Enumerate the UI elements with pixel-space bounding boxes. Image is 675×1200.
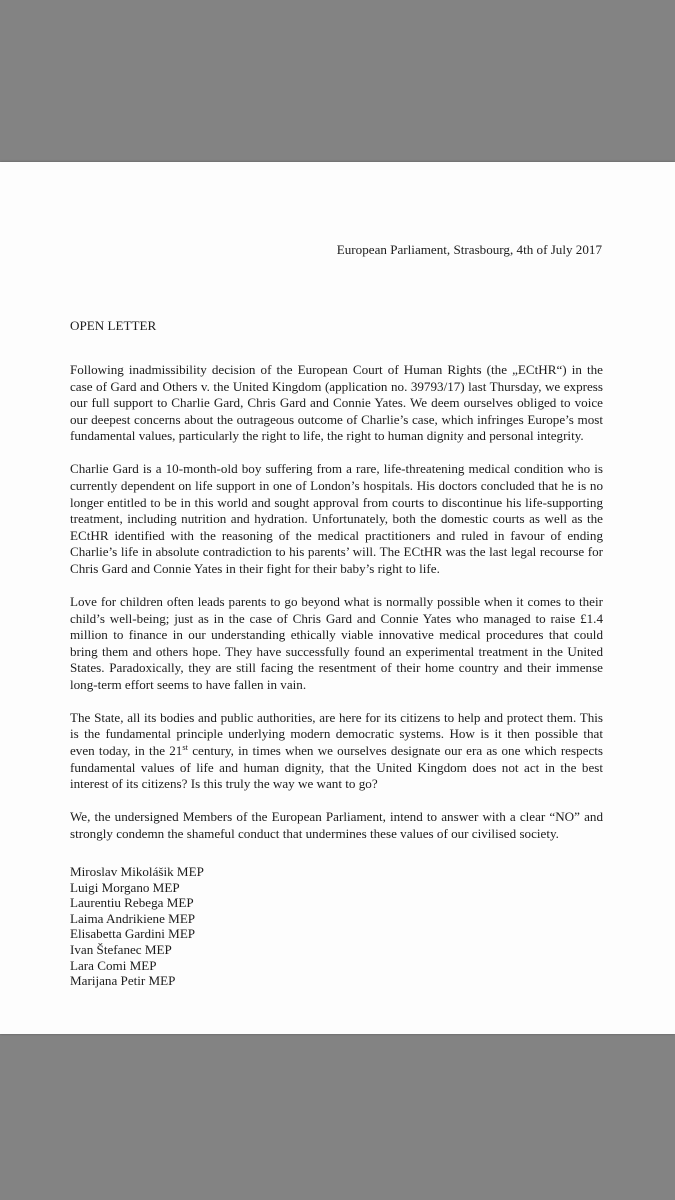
dateline: European Parliament, Strasbourg, 4th of July 2017 [336, 242, 602, 257]
signatory: Elisabetta Gardini MEP [70, 926, 196, 942]
paragraph-5: We, the undersigned Members of the European Parliament, intend to answer with a clear “NO” and strongly condemn the shameful conduct that undermines these values of our civilised society. [70, 809, 603, 841]
signatory: Ivan Štefanec MEP [70, 941, 172, 957]
paragraph-1: Following inadmissibility decision of the European Court of Human Rights (the „ECtHR“) in the case of Gard and Others v. the United Kingdom (application no. 39793/17) last Thursday, we express our full support to Charlie Gard, Chris Gard and Connie Yates. We deem ourselves obliged to voice our deepest concerns about the outrageous outcome of Charlie’s case, which infringes Europe’s most fundamental values, particularly the right to life, the right to human dignity and personal integrity. [70, 362, 603, 444]
ordinal-superscript: st [182, 742, 189, 753]
signatory: Luigi Morgano MEP [70, 879, 180, 895]
paragraph-4 [70, 710, 603, 793]
paragraph-3: Love for children often leads parents to go beyond what is normally possible when it comes to their child’s well-being; just as in the case of Chris Gard and Connie Yates who managed to raise £1.4 million to finance in our understanding ethically viable innovative medical procedures that could bring them and others hope. They have successfully found an experimental treatment in the United States. Paradoxically, they are still facing the resentment of their home country and their immense long-term effort seems to have fallen in vain. [70, 593, 603, 692]
letter-page [0, 162, 675, 1034]
letter-heading: OPEN LETTER [70, 318, 157, 333]
signatory: Marijana Petir MEP [70, 973, 176, 989]
paragraph-4-part-1: The State, all its bodies and public authorities, are here for its citizens to help and protect them. This is the fundamental principle underlying modern democratic systems. How is it then possible that even today, in the 21 [70, 709, 603, 759]
signatory: Lara Comi MEP [70, 957, 157, 973]
letter-body [70, 362, 603, 859]
paragraph-2: Charlie Gard is a 10-month-old boy suffering from a rare, life-threatening medical condition who is currently dependent on life support in one of London’s hospitals. His doctors concluded that he is no longer entitled to be in this world and sought approval from courts to discontinue his life-supporting treatment, including nutrition and hydration. Unfortunately, both the domestic courts as well as the ECtHR identified with the reasoning of the medical practitioners and ruled in favour of ending Charlie’s life in absolute contradiction to his parents’ will. The ECtHR was the last legal recourse for Chris Gard and Connie Yates in their fight for their baby’s right to life. [70, 461, 603, 576]
signatory: Laima Andrikiene MEP [70, 910, 196, 926]
signatory: Miroslav Mikolášik MEP [70, 864, 204, 879]
signatory-list [70, 864, 204, 989]
paragraph-4-part-2: century, in times when we ourselves designate our era as one which respects fundamental values of life and human dignity, that the United Kingdom does not act in the best interest of its citizens? Is this truly the way we want to go? [70, 743, 603, 792]
signatory: Laurentiu Rebega MEP [70, 895, 194, 911]
